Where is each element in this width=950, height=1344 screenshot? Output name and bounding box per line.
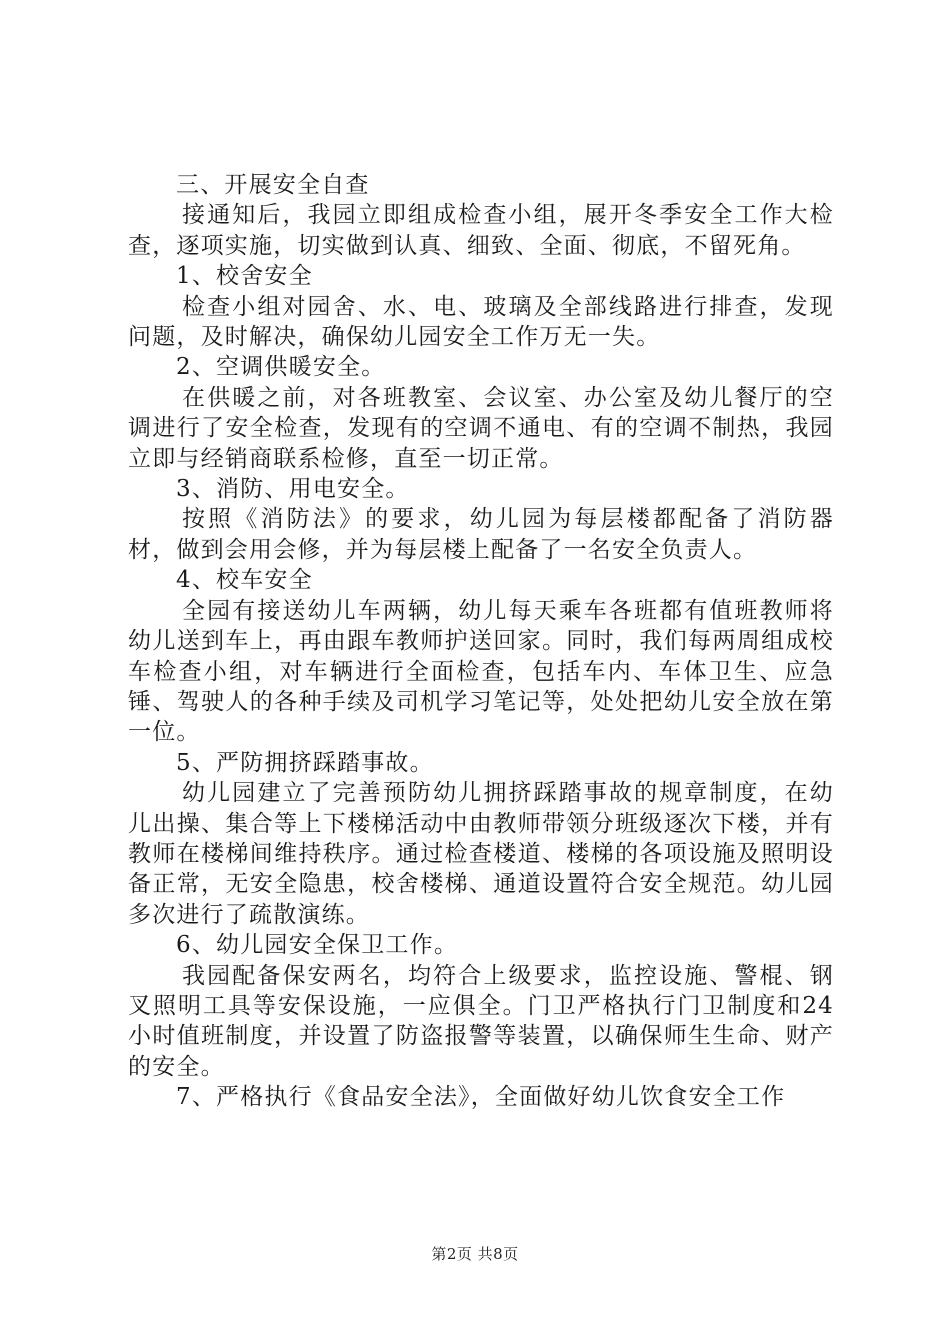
item-heading-4: 4、校车安全 bbox=[176, 567, 313, 594]
item-paragraph-2: 在供暖之前，对各班教室、会议室、办公室及幼儿餐厅的空调进行了安全检查，发现有的空调不通电、有的空调不制热，我园立即与经销商联系检修，直至一切正常。 bbox=[128, 384, 834, 472]
item-paragraph-1: 检查小组对园舍、水、电、玻璃及全部线路进行排查，发现问题，及时解决，确保幼儿园安全工作万无一失。 bbox=[128, 293, 834, 351]
item-heading-5: 5、严防拥挤踩踏事故。 bbox=[176, 749, 434, 776]
item-paragraph-5: 幼儿园建立了完善预防幼儿拥挤踩踏事故的规章制度，在幼儿出操、集合等上下楼梯活动中由教师带领分班级逐次下楼，并有教师在楼梯间维持秩序。通过检查楼道、楼梯的各项设施及照明设备正常，无安全隐患，校舍楼梯、通道设置符合安全规范。幼儿园多次进行了疏散演练。 bbox=[128, 780, 834, 928]
section-heading: 三、开展安全自查 bbox=[176, 172, 370, 198]
page-indicator: 第2页 共8页 bbox=[431, 1245, 519, 1263]
item-heading-6: 6、幼儿园安全保卫工作。 bbox=[176, 932, 459, 959]
item-paragraph-6: 我园配备保安两名，均符合上级要求，监控设施、警棍、钢叉照明工具等安保设施，一应俱全。门卫严格执行门卫制度和24小时值班制度，并设置了防盗报警等装置，以确保师生生命、财产的安全。 bbox=[128, 962, 834, 1080]
item-heading-7: 7、严格执行《食品安全法》，全面做好幼儿饮食安全工作 bbox=[176, 1084, 786, 1111]
item-heading-1: 1、校舍安全 bbox=[176, 263, 313, 290]
item-paragraph-4: 全园有接送幼儿车两辆，幼儿每天乘车各班都有值班教师将幼儿送到车上，再由跟车教师护送回家。同时，我们每两周组成校车检查小组，对车辆进行全面检查，包括车内、车体卫生、应急锤、驾驶人的各种手续及司机学习笔记等，处处把幼儿安全放在第一位。 bbox=[128, 597, 834, 746]
document-body bbox=[128, 170, 834, 1113]
page-footer bbox=[0, 1243, 950, 1264]
item-paragraph-3: 按照《消防法》的要求，幼儿园为每层楼都配备了消防器材，做到会用会修，并为每层楼上配备了一名安全负责人。 bbox=[128, 506, 834, 563]
intro-paragraph: 接通知后，我园立即组成检查小组，展开冬季安全工作大检查，逐项实施，切实做到认真、细致、全面、彻底，不留死角。 bbox=[128, 202, 834, 259]
item-heading-2: 2、空调供暖安全。 bbox=[176, 354, 386, 381]
item-heading-3: 3、消防、用电安全。 bbox=[176, 476, 410, 503]
